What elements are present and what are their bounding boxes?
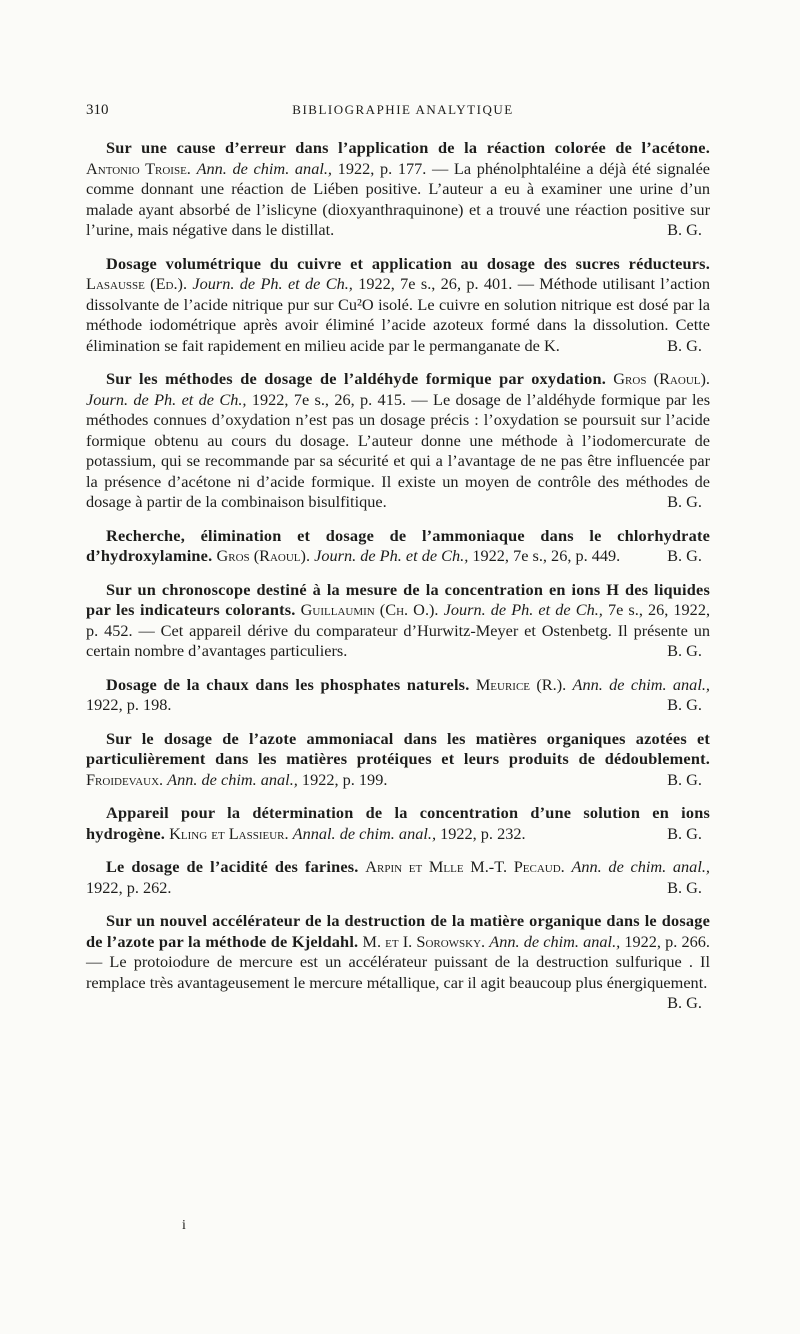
entry-source: Journ. de Ph. et de Ch.,: [443, 600, 603, 619]
running-title: BIBLIOGRAPHIE ANALYTIQUE: [292, 102, 514, 117]
entry-signature: B. G.: [667, 823, 702, 843]
entry-title: Dosage de la chaux dans les phosphates naturels.: [106, 674, 470, 694]
entry-author: M. et I. Sorowsky.: [362, 931, 486, 951]
entry-source: Ann. de chim. anal.,: [167, 769, 298, 789]
entry-source: Ann. de chim. anal.,: [571, 857, 710, 876]
entry-title: Sur une cause d’erreur dans l’application de la réaction colorée de l’acétone.: [106, 138, 710, 157]
entry-source: Annal. de chim. anal.,: [292, 823, 437, 843]
bibliography-entry: [86, 729, 710, 791]
entry-author: Lasausse (Ed.).: [86, 274, 188, 293]
entry-source: Ann. de chim. anal.,: [489, 931, 621, 951]
entry-citation: 7e s., 26, 1922, p. 452.: [86, 600, 711, 640]
entry-citation: 1922, p. 232.: [436, 823, 526, 843]
entry-signature: B. G.: [667, 769, 702, 789]
entry-source: Ann. de chim. anal.,: [196, 158, 333, 178]
bibliography-entries: [86, 138, 710, 1014]
entry-title: Dosage volumétrique du cuivre et application au dosage des sucres réducteurs.: [106, 253, 710, 273]
stray-mark: i: [182, 1218, 186, 1233]
entry-title: Recherche, élimination et dosage de l’ammoniaque dans le chlorhydrate d’hydroxylamine.: [86, 525, 710, 565]
entry-body: — Cet appareil dérive du comparateur d’Hurwitz-Meyer et Ostenbetg. Il présente un certain nombre d’avantages particuliers.: [86, 620, 710, 660]
entry-author: Arpin et Mlle M.-T. Pecaud.: [365, 857, 565, 876]
page-number: 310: [86, 102, 109, 118]
entry-author: Guillaumin (Ch. O.).: [300, 600, 439, 619]
bibliography-entry: [86, 526, 710, 567]
bibliography-entry: [86, 138, 710, 241]
bibliography-entry: [86, 580, 710, 662]
entry-title: Sur le dosage de l’azote ammoniacal dans les matières organiques azotées et particulièrement dans les matières protéiques et leurs produits de dédoublement.: [86, 728, 710, 768]
entry-citation: 1922, p. 177.: [332, 158, 427, 178]
entry-author: Kling et Lassieur.: [169, 823, 289, 843]
entry-source: Journ. de Ph. et de Ch.,: [314, 546, 469, 565]
entry-author: Gros (Raoul).: [613, 369, 710, 388]
bibliography-entry: [86, 911, 710, 1012]
entry-citation: 1922, 7e s., 26, p. 449.: [468, 546, 621, 565]
entry-signature: B. G.: [667, 993, 702, 1012]
entry-signature: B. G.: [667, 695, 702, 714]
entry-body: — La phénolphtaléine a déjà été signalée comme donnant une réaction de Liében positive. L’auteur a eu à examiner une urine d’un malade ayant absorbé de l’islicyne (dioxyanthraquinone) et a trouvé une réaction positive sur l’urine, mais négative dans le distillat.: [86, 158, 711, 239]
entry-citation: 1922, p. 266.: [620, 931, 710, 951]
entry-title: Sur un nouvel accélérateur de la destruction de la matière organique dans le dosage de l’azote par la méthode de Kjeldahl.: [86, 911, 710, 951]
entry-author: Meurice (R.).: [475, 674, 567, 694]
entry-body: — Méthode utilisant l’action dissolvante de l’acide nitrique pur sur Cu²O isolé. Le cuivre en solution nitrique est dosé par la méthode iodométrique après avoir éliminé l’acide azoteux formé dans la dissolution. Cette élimination se fait rapidement en milieu acide par le permanganate de K.: [86, 274, 711, 355]
entry-citation: 1922, p. 199.: [297, 769, 388, 789]
bibliography-entry: [86, 675, 710, 716]
entry-signature: B. G.: [667, 546, 702, 565]
entry-signature: B. G.: [667, 335, 702, 355]
bibliography-entry: [86, 254, 710, 357]
entry-citation: 1922, p. 262.: [86, 877, 172, 897]
entry-source: Ann. de chim. anal.,: [572, 674, 710, 694]
entry-citation: 1922, p. 198.: [86, 695, 172, 714]
entry-signature: B. G.: [667, 641, 702, 660]
entry-body: — Le protoiodure de mercure est un accélérateur puissant de la destruction sulfurique . Il remplace très avantageusement le mercure métallique, car il agit beaucoup plus énergiquement.: [86, 952, 710, 992]
entry-citation: 1922, 7e s., 26, p. 401.: [352, 274, 513, 293]
entry-author: Antonio Troise.: [86, 158, 191, 178]
entry-author: Gros (Raoul).: [216, 546, 311, 565]
bibliography-entry: [86, 857, 710, 898]
entry-signature: B. G.: [667, 877, 702, 897]
entry-signature: B. G.: [667, 220, 702, 239]
entry-signature: B. G.: [667, 492, 702, 511]
bibliography-entry: [86, 369, 710, 513]
entry-author: Froidevaux.: [86, 769, 164, 789]
entry-title: Sur les méthodes de dosage de l’aldéhyde formique par oxydation.: [106, 369, 607, 388]
bibliography-entry: [86, 803, 710, 844]
entry-citation: 1922, 7e s., 26, p. 415.: [246, 389, 407, 409]
entry-title: Le dosage de l’acidité des farines.: [106, 857, 359, 876]
entry-title: Sur un chronoscope destiné à la mesure de la concentration en ions H des liquides par les indicateurs colorants.: [86, 579, 710, 619]
entry-body: — Le dosage de l’aldéhyde formique par les méthodes connues d’oxydation n’est pas un dosage précis : l’oxydation se poursuit sur l’acide formique obtenu au cours du dosage. L’auteur donne une méthode à l’iodomercurate de potassium, qui se recommande par sa sécurité et qui a l’avantage de ne pas être influencée par la présence d’acétone ni d’acide formique. Il existe un moyen de contrôle des méthodes de dosage à partir de la combinaison bisulfitique.: [86, 389, 711, 511]
entry-source: Journ. de Ph. et de Ch.,: [86, 389, 247, 409]
page-header: [86, 98, 720, 124]
entry-title: Appareil pour la détermination de la concentration d’une solution en ions hydrogène.: [86, 803, 710, 843]
entry-source: Journ. de Ph. et de Ch.,: [192, 274, 353, 293]
